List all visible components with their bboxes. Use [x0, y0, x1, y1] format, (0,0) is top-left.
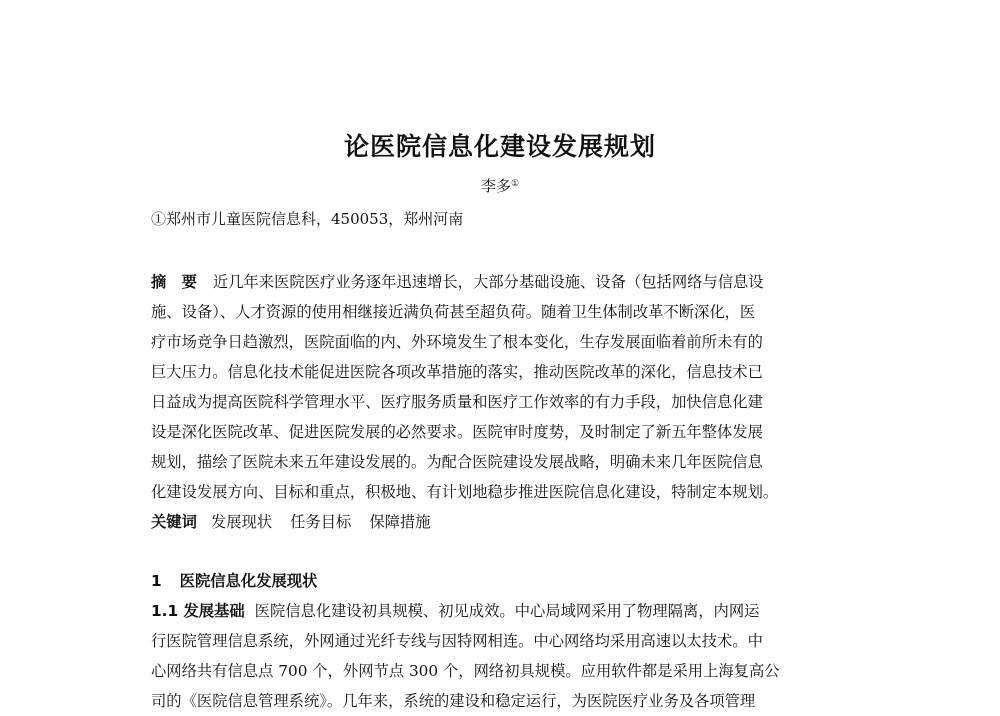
abstract-line: 日益成为提高医院科学管理水平、医疗服务质量和医疗工作效率的有力手段，加快信息化建 [151, 393, 763, 411]
author-name: 李多 [480, 177, 511, 195]
affiliation: ①郑州市儿童医院信息科，450053，郑州河南 [151, 210, 464, 228]
subsection-label [151, 602, 245, 620]
keyword-item: 保障措施 [369, 513, 431, 531]
keywords-line [151, 507, 851, 537]
abstract-line: 巨大压力。信息化技术能促进医院各项改革措施的落实，推动医院改革的深化，信息技术已 [151, 363, 763, 381]
abstract-line [151, 267, 851, 297]
section-title: 医院信息化发展现状 [179, 572, 318, 590]
subsection-title: 发展基础 [183, 602, 245, 620]
abstract-label: 摘 要 [151, 273, 197, 291]
subsection-line: 行医院管理信息系统，外网通过光纤专线与因特网相连。中心网络均采用高速以太技术。中 [151, 632, 763, 650]
keywords-label: 关键词 [151, 513, 197, 531]
abstract-block [151, 267, 851, 537]
subsection-line: 心网络共有信息点 700 个，外网节点 300 个，网络初具规模。应用软件都是采用上海复高公 [151, 662, 780, 680]
abstract-line: 化建设发展方向、目标和重点，积极地、有计划地稳步推进医院信息化建设，特制定本规划。 [151, 483, 779, 501]
paper-title: 论医院信息化建设发展规划 [343, 132, 656, 161]
keyword-item: 发展现状 [210, 513, 273, 531]
abstract-line: 施、设备）、人才资源的使用相继接近满负荷甚至超负荷。随着卫生体制改革不断深化，医 [151, 303, 756, 321]
author-line [0, 176, 1000, 196]
keyword-item: 任务目标 [290, 513, 352, 531]
subsection-line: 司的《医院信息管理系统》。几年来，系统的建设和稳定运行，为医院医疗业务及各项管理 [151, 692, 756, 710]
section-heading [151, 566, 851, 596]
section-1 [151, 566, 851, 716]
abstract-line: 设是深化医院改革、促进医院发展的必然要求。医院审时度势，及时制定了新五年整体发展 [151, 423, 763, 441]
subsection-number: 1.1 [151, 602, 179, 620]
abstract-text: 近几年来医院医疗业务逐年迅速增长，大部分基础设施、设备（包括网络与信息设 [212, 273, 764, 291]
abstract-line: 疗市场竞争日趋激烈，医院面临的内、外环境发生了根本变化，生存发展面临着前所未有的 [151, 333, 763, 351]
section-number: 1 [151, 572, 162, 590]
subsection-line [151, 596, 851, 626]
abstract-line: 规划，描绘了医院未来五年建设发展的。为配合医院建设发展战略，明确未来几年医院信息 [151, 453, 763, 471]
subsection-text: 医院信息化建设初具规模、初见成效。中心局域网采用了物理隔离，内网运 [254, 602, 760, 620]
author-mark: ① [510, 179, 520, 189]
